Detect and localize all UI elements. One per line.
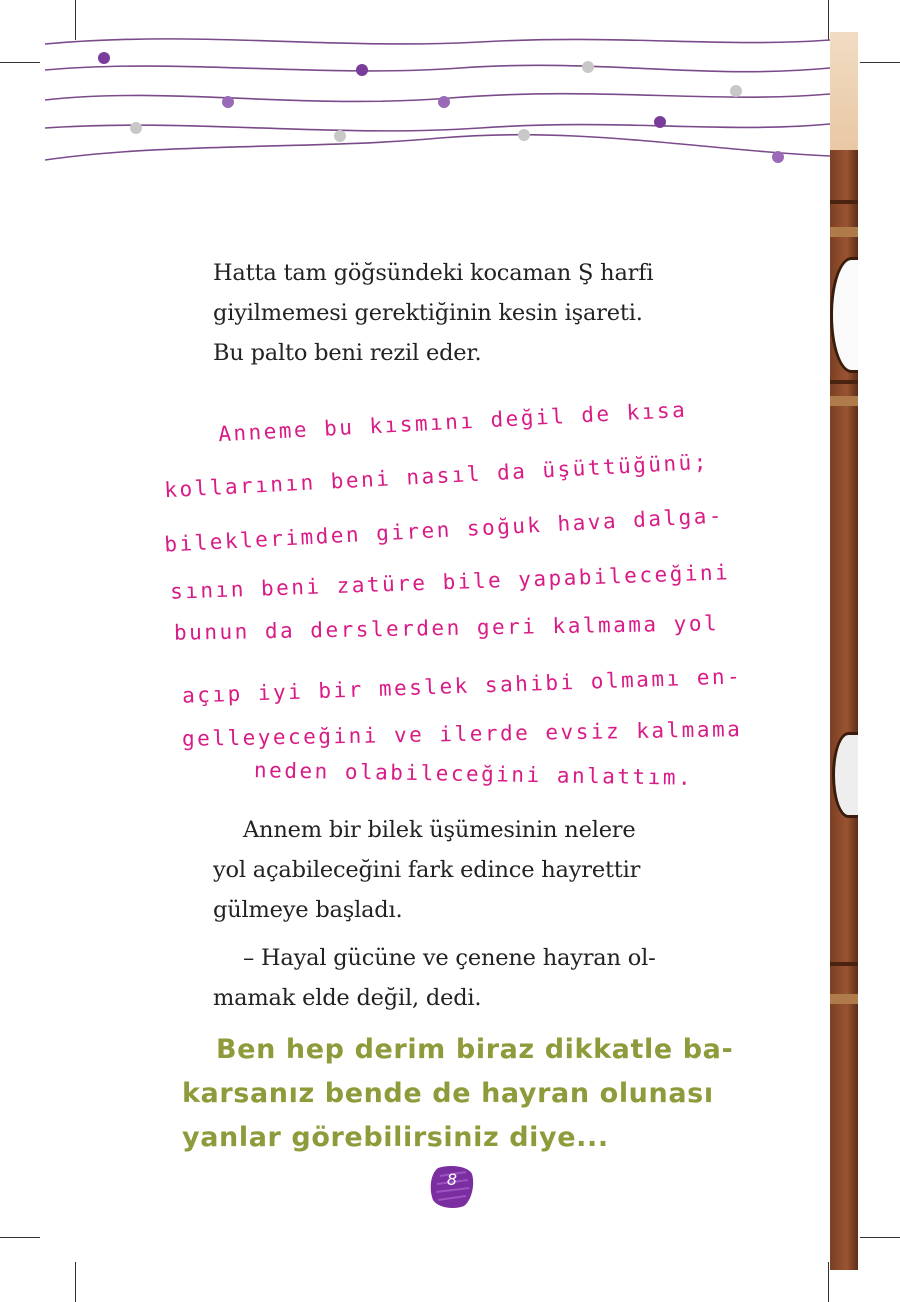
bead xyxy=(98,52,110,64)
bead xyxy=(582,61,594,73)
handwritten-line: sının beni zatüre bile yapabileceğini xyxy=(169,560,731,604)
bead-string xyxy=(45,65,830,71)
paragraph-1 xyxy=(213,253,653,373)
aside-line: yanlar görebilirsiniz diye... xyxy=(182,1122,609,1153)
text-line: Bu palto beni rezil eder. xyxy=(213,340,482,366)
bead xyxy=(130,122,142,134)
bead xyxy=(438,96,450,108)
text-line: Annem bir bilek üşümesinin nelere xyxy=(243,817,636,843)
crop-mark xyxy=(828,1262,829,1302)
handwritten-line: neden olabileceğini anlattım. xyxy=(253,758,694,790)
shelf-plank xyxy=(830,962,858,966)
bead xyxy=(222,96,234,108)
crop-mark xyxy=(75,1262,76,1302)
handwritten-line: açıp iyi bir meslek sahibi olmamı en- xyxy=(181,664,743,708)
bead xyxy=(772,151,784,163)
handwritten-line: kollarının beni nasıl da üşüttüğünü; xyxy=(163,449,710,503)
text-line: gülmeye başladı. xyxy=(213,897,403,923)
bead xyxy=(730,85,742,97)
dialogue-line: – Hayal gücüne ve çenene hayran ol- xyxy=(243,945,656,971)
aside-line: Ben hep derim biraz dikkatle ba- xyxy=(216,1034,734,1065)
header-bead-strings xyxy=(0,0,900,200)
side-illustration-strip xyxy=(830,32,858,1270)
shelf-plank xyxy=(830,200,858,204)
cabinet-knob xyxy=(832,732,858,818)
bead xyxy=(334,130,346,142)
green-aside xyxy=(182,1028,733,1160)
bead xyxy=(518,129,530,141)
text-line: giyilmemesi gerektiğinin kesin işareti. xyxy=(213,300,643,326)
wall-panel xyxy=(830,32,858,150)
shelf-band xyxy=(830,396,858,406)
text-line: mamak elde değil, dedi. xyxy=(213,985,482,1011)
paragraph-2 xyxy=(213,810,656,1018)
clock-face xyxy=(830,257,858,373)
bead-string xyxy=(45,124,830,131)
shelf-plank xyxy=(830,380,858,384)
shelf-band xyxy=(830,994,858,1004)
handwritten-line: bileklerimden giren soğuk hava dalga- xyxy=(163,503,725,557)
aside-line: karsanız bende de hayran olunası xyxy=(182,1078,714,1109)
bead xyxy=(654,116,666,128)
bead-string xyxy=(45,94,830,102)
bead-string xyxy=(45,135,830,160)
page-number: 8 xyxy=(446,1170,458,1189)
handwritten-line: gelleyeceğini ve ilerde evsiz kalmama xyxy=(181,717,743,751)
crop-mark xyxy=(0,1237,40,1238)
bead-string xyxy=(45,39,830,44)
handwritten-line: Anneme bu kısmını değil de kısa xyxy=(217,397,688,447)
text-line: Hatta tam göğsündeki kocaman Ş harfi xyxy=(213,260,654,286)
shelf-band xyxy=(830,227,858,237)
crop-mark xyxy=(860,1237,900,1238)
bead xyxy=(356,64,368,76)
handwritten-line: bunun da derslerden geri kalmama yol xyxy=(173,611,720,645)
text-line: yol açabileceğini fark edince hayrettir xyxy=(213,857,641,883)
